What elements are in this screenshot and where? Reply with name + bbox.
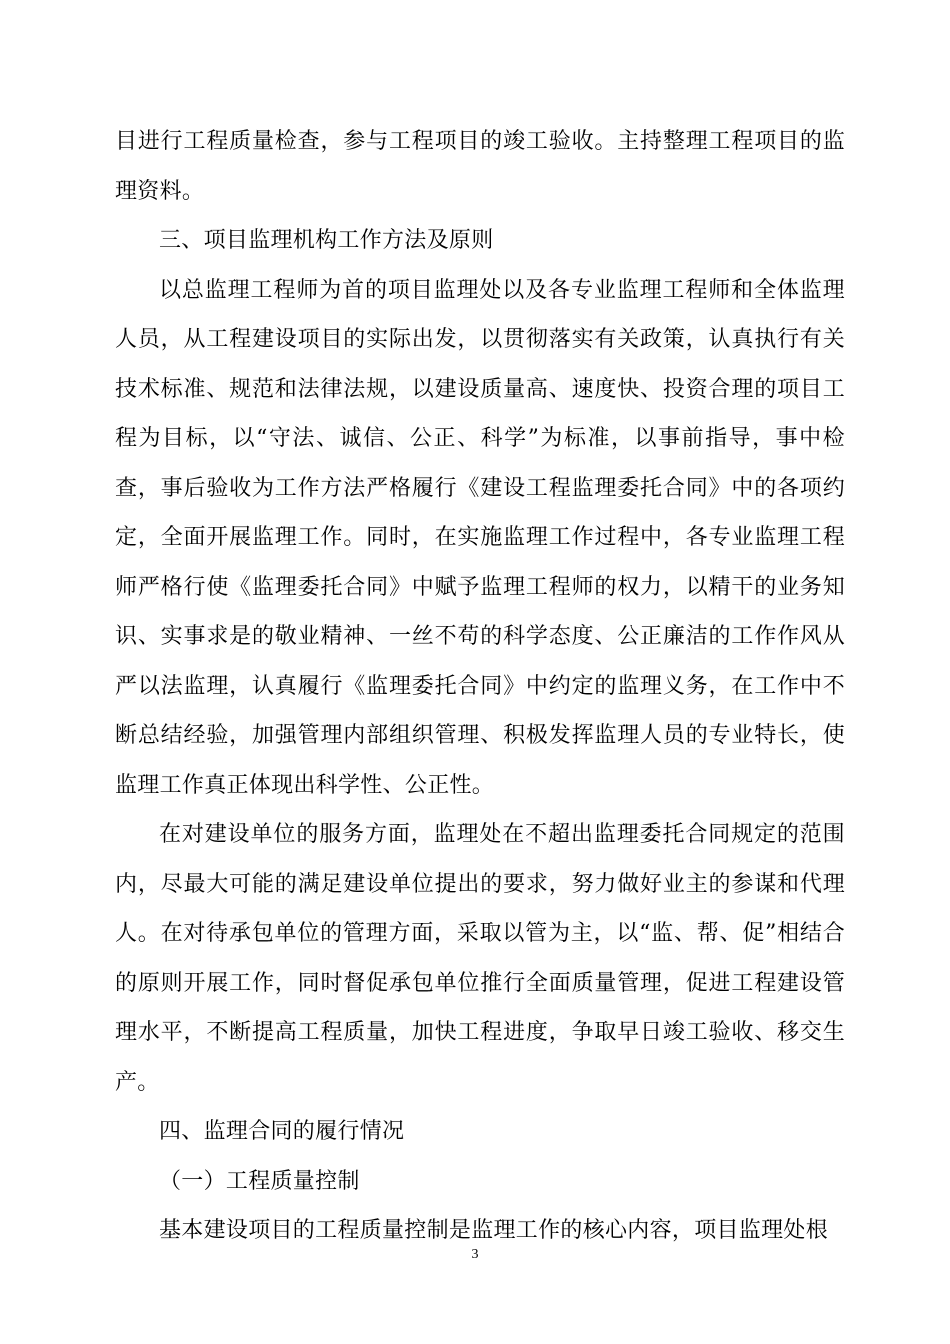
paragraph-continuation: 目进行工程质量检查，参与工程项目的竣工验收。主持整理工程项目的监理资料。 bbox=[115, 129, 845, 204]
paragraph-service: 在对建设单位的服务方面，监理处在不超出监理委托合同规定的范围内，尽最大可能的满足建设单位提出的要求，努力做好业主的参谋和代理人。在对待承包单位的管理方面，采取以管为主，以“监、帮、促”相结合的原则开展工作，同时督促承包单位推行全面质量管理，促进工程建设管理水平，不断提高工程质量，加快工程进度，争取早日竣工验收、移交生产。 bbox=[115, 822, 845, 1095]
section-heading-3: 三、项目监理机构工作方法及原则 bbox=[159, 228, 494, 253]
paragraph-quality-control: 基本建设项目的工程质量控制是监理工作的核心内容，项目监理处根 bbox=[159, 1218, 829, 1243]
section-heading-4: 四、监理合同的履行情况 bbox=[159, 1119, 405, 1144]
subsection-heading-1: （一）工程质量控制 bbox=[159, 1168, 360, 1194]
page-number: 3 bbox=[471, 1247, 479, 1262]
paragraph-work-methods: 以总监理工程师为首的项目监理处以及各专业监理工程师和全体监理人员，从工程建设项目的实际出发，以贯彻落实有关政策，认真执行有关技术标准、规范和法律法规，以建设质量高、速度快、投资合理的项目工程为目标，以“守法、诚信、公正、科学”为标准，以事前指导，事中检查，事后验收为工作方法严格履行《建设工程监理委托合同》中的各项约定，全面开展监理工作。同时，在实施监理工作过程中，各专业监理工程师严格行使《监理委托合同》中赋予监理工程师的权力，以精干的业务知识、实事求是的敬业精神、一丝不苟的科学态度、公正廉洁的工作作风从严以法监理，认真履行《监理委托合同》中约定的监理义务，在工作中不断总结经验，加强管理内部组织管理、积极发挥监理人员的专业特长，使监理工作真正体现出科学性、公正性。 bbox=[115, 277, 845, 798]
document-body bbox=[115, 117, 845, 1256]
